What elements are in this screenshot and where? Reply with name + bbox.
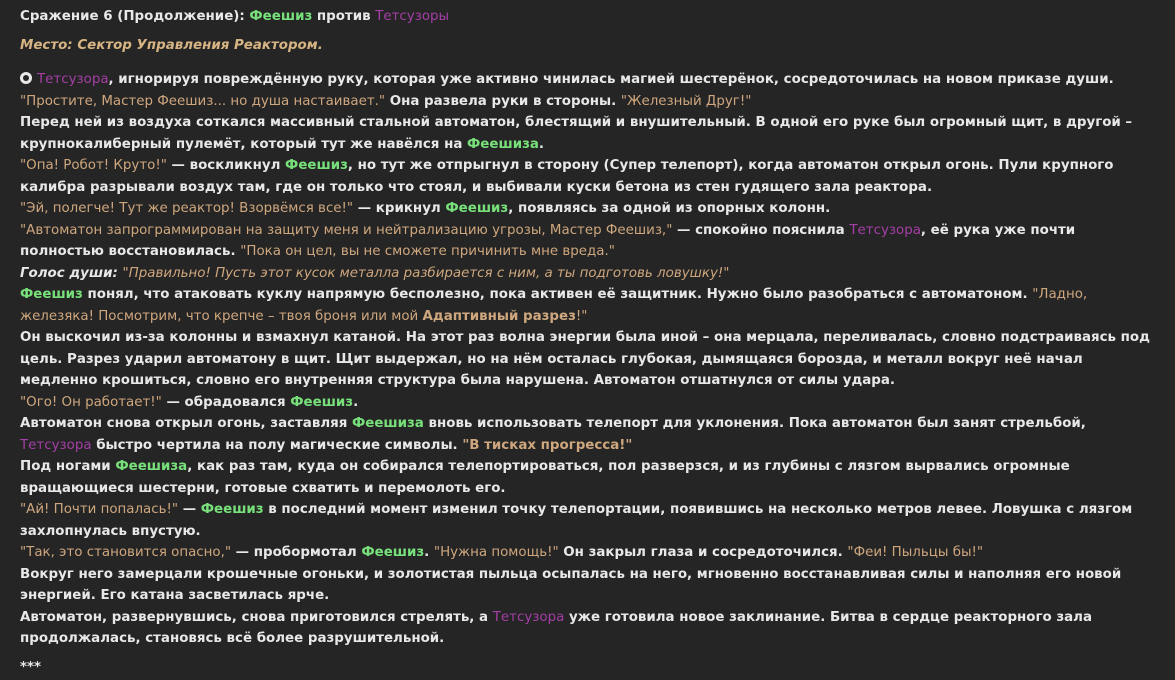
dialogue-quote: "Правильно! Пусть этот кусок металла разбирается с ним, а ты подготовь ловушку!" (122, 265, 730, 281)
dialogue-quote: "Ого! Он работает!" (20, 394, 162, 410)
text-run: Автоматон снова открыл огонь, заставляя (20, 416, 352, 431)
paragraph (20, 69, 1155, 112)
text-run: уже готовила новое заклинание. Битва в сердце реакторного зала продолжалась, становясь всё более разрушительной. (20, 609, 1093, 646)
paragraph (20, 392, 1155, 414)
dialogue-quote: !" (575, 308, 588, 324)
text-run: . (353, 394, 359, 410)
text-run: — (178, 502, 201, 517)
paragraph (20, 327, 1155, 392)
title-prefix: Сражение 6 (Продолжение): (20, 9, 250, 24)
text-run: Перед ней из воздуха соткался массивный стальной автоматон, блестящий и внушительный. В одной его руке был огромный щит, в другой – крупнокалиберный пулемёт, который тут же навёлся на (20, 115, 1133, 152)
text-run: — спокойно пояснила (672, 222, 850, 238)
dialogue-quote: "Простите, Мастер Феешиз... но душа настаивает." (20, 93, 386, 109)
speaker-label: Голос души: (20, 265, 123, 281)
text-run: — крикнул (353, 201, 446, 216)
name-feeshiz: Феешиз (285, 158, 348, 173)
title-vs: против (312, 9, 376, 24)
name-feeshiz: Феешиз (249, 9, 313, 24)
name-feeshiz: Феешиза (115, 459, 188, 474)
text-run: , но тут же отпрыгнул в сторону ( (347, 158, 610, 173)
paragraph (20, 155, 1155, 198)
dialogue-quote: "Пока он цел, вы не сможете причинить мне вреда." (240, 244, 615, 259)
dialogue-quote: "Ай! Почти попалась!" (20, 502, 179, 517)
skill-name: Супер телепорт (609, 158, 733, 173)
name-tetsuzora: Тетсузора (492, 609, 565, 625)
text-run: . (538, 136, 544, 152)
text-run: Автоматон, развернувшись, снова приготовился стрелять, а (20, 609, 493, 625)
dialogue-quote: "Ладно, железяка! Посмотрим, что крепче – твоя броня или мой (20, 287, 1088, 324)
story-body (20, 69, 1155, 650)
name-feeshiz: Феешиз (445, 201, 509, 216)
location-line: Место: Сектор Управления Реактором. (20, 37, 323, 53)
text-run: быстро чертила на полу магические символы. (91, 437, 463, 453)
text-run: , появляясь за одной из опорных колонн. (508, 201, 831, 216)
text-run: Под ногами (20, 459, 116, 474)
text-run: понял, что атаковать куклу напрямую бесполезно, пока активен её защитник. Нужно было разобраться с автоматоном. (82, 287, 1033, 302)
text-run: , её рука уже почти полностью восстановилась. (20, 222, 1076, 259)
text-run: — воскликнул (166, 158, 286, 173)
text-run: , игнорируя повреждённую руку, которая уже активно чинилась магией шестерёнок, сосредоточилась на новом приказе души. (108, 72, 1114, 87)
dialogue-quote: "Феи! Пыльцы бы!" (847, 545, 984, 560)
name-feeshiz: Феешиз (20, 287, 83, 302)
chapter-title (20, 6, 1155, 28)
paragraph (20, 263, 1155, 285)
name-feeshiz: Феешиза (351, 416, 424, 431)
dialogue-quote: "Эй, полегче! Тут же реактор! Взорвёмся все!" (20, 201, 354, 216)
skill-call: "В тисках прогресса!" (462, 437, 633, 453)
name-tetsuzora: Тетсузоры (375, 9, 450, 24)
paragraph (20, 542, 1155, 564)
paragraph (20, 284, 1155, 327)
text-run: Он закрыл глаза и сосредоточился. (558, 545, 848, 560)
name-feeshiz: Феешиз (290, 394, 354, 410)
text-run: Он выскочил из-за колонны и взмахнул катаной. На этот раз волна энергии была иной – она мерцала, переливалась, словно подстраиваясь под цель. Разрез ударил автоматону в щит. Щит выдержал, но на нём осталась глубокая, дымящаяся борозда, и металл вокруг неё начал медленно крошиться, словно его внутренняя структура была нарушена. Автоматон отшатнулся от силы удара. (20, 330, 1150, 388)
text-run: — обрадовался (161, 394, 291, 410)
text-run: Она развела руки в стороны. (385, 93, 621, 109)
paragraph (20, 413, 1155, 456)
dialogue-quote: "Нужна помощь!" (433, 545, 559, 560)
paragraph (20, 499, 1155, 542)
dialogue-quote: "Так, это становится опасно," (20, 545, 232, 560)
paragraph (20, 112, 1155, 155)
name-tetsuzora: Тетсузора (849, 222, 921, 238)
text-run: в последний момент изменил точку телепортации, появившись на несколько метров левее. Ловушка с лязгом захлопнулась впустую. (20, 502, 1133, 539)
text-run: ), когда автоматон открыл огонь. Пули крупного калибра разрывали воздух там, где он только что стоял, и выбивали куски бетона из стен гудящего зала реактора. (20, 158, 1114, 195)
text-run: вновь использовать телепорт для уклонения. Пока автоматон был занят стрельбой, (423, 416, 1086, 431)
paragraph (20, 607, 1155, 650)
paragraph (20, 220, 1155, 263)
dialogue-quote: "Автоматон запрограммирован на защиту меня и нейтрализацию угрозы, Мастер Феешиз," (20, 222, 673, 238)
dialogue-quote: "Опа! Робот! Круто!" (20, 158, 167, 173)
dialogue-quote: "Железный Друг!" (620, 93, 752, 109)
name-feeshiz: Феешиза (467, 136, 539, 152)
paragraph (20, 198, 1155, 220)
text-run: — пробормотал (231, 545, 362, 560)
text-run: Вокруг него замерцали крошечные огоньки, и золотистая пыльца осыпалась на него, мгновенно восстанавливая силы и наполняя его новой энергией. Его катана засветилась ярче. (20, 566, 1122, 603)
paragraph (20, 456, 1155, 499)
name-feeshiz: Феешиз (200, 502, 264, 517)
skill-call: Адаптивный разрез (422, 308, 576, 324)
paragraph (20, 564, 1155, 607)
name-tetsuzora: Тетсузора (37, 72, 109, 87)
name-tetsuzora: Тетсузора (20, 437, 92, 453)
text-run: , как раз там, куда он собирался телепортироваться, пол разверзся, и из глубины с лязгом вырвались огромные вращающиеся шестерни, готовые схватить и перемолоть его. (20, 459, 1070, 496)
gear-icon (20, 72, 32, 84)
name-feeshiz: Феешиз (361, 545, 425, 560)
scene-separator: *** (20, 659, 42, 675)
text-run: . (424, 545, 434, 560)
